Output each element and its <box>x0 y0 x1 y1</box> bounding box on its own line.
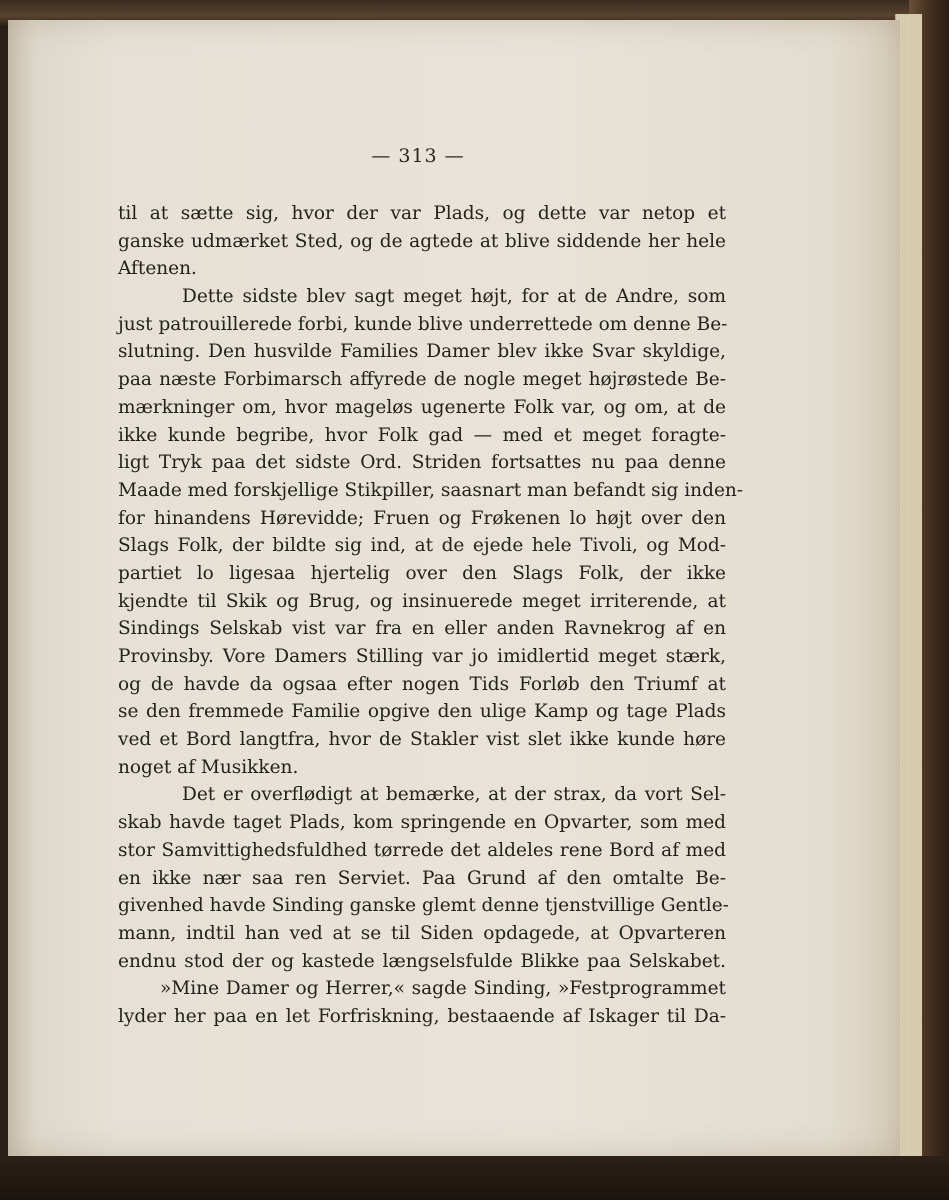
text-line: og de havde da ogsaa efter nogen Tids Forløb den Triumf at <box>118 673 726 695</box>
text-line: kjendte til Skik og Brug, og insinuerede meget irriterende, at <box>118 590 726 612</box>
text-line: se den fremmede Familie opgive den ulige Kamp og tage Plads <box>118 701 726 723</box>
text-line: en ikke nær saa ren Serviet. Paa Grund af den omtalte Be- <box>118 867 726 889</box>
text-line: givenhed havde Sinding ganske glemt denne tjenstvillige Gentle- <box>118 895 729 917</box>
text-line: noget af Musikken. <box>118 756 299 778</box>
text-line: lyder her paa en let Forfriskning, bestaaende af Iskager til Da- <box>118 1005 726 1027</box>
text-line: Det er overflødigt at bemærke, at der strax, da vort Sel- <box>182 784 726 806</box>
text-line: »Mine Damer og Herrer,« sagde Sinding, »Festprogrammet <box>160 978 726 1000</box>
text-line: Sindings Selskab vist var fra en eller anden Ravnekrog af en <box>118 618 726 640</box>
text-line: Dette sidste blev sagt meget højt, for at de Andre, som <box>182 286 726 308</box>
text-line: paa næste Forbimarsch affyrede de nogle meget højrøstede Be- <box>118 369 726 391</box>
text-line: ligt Tryk paa det sidste Ord. Striden fortsattes nu paa denne <box>118 452 726 474</box>
text-line: til at sætte sig, hvor der var Plads, og dette var netop et <box>118 203 726 224</box>
text-line: ikke kunde begribe, hvor Folk gad — med et meget foragte- <box>118 424 726 446</box>
text-line: Maade med forskjellige Stikpiller, saasnart man befandt sig inden- <box>118 479 744 501</box>
text-line: skab havde taget Plads, kom springende en Opvarter, som med <box>118 812 726 834</box>
text-line: mærkninger om, hvor mageløs ugenerte Folk var, og om, at de <box>118 396 726 418</box>
text-line: stor Samvittighedsfuldhed tørrede det aldeles rene Bord af med <box>118 839 726 861</box>
book-page <box>8 20 900 1156</box>
text-line: just patrouillerede forbi, kunde blive underrettede om denne Be- <box>118 313 728 335</box>
text-line: for hinandens Hørevidde; Fruen og Frøkenen lo højt over den <box>118 507 726 529</box>
text-line: partiet lo ligesaa hjertelig over den Slags Folk, der ikke <box>118 562 726 584</box>
text-line: ganske udmærket Sted, og de agtede at blive siddende her hele <box>118 230 726 252</box>
text-line: Slags Folk, der bildte sig ind, at de ejede hele Tivoli, og Mod- <box>118 535 726 557</box>
book-cover-bottom <box>0 1156 949 1200</box>
text-line: Provinsby. Vore Damers Stilling var jo imidlertid meget stærk, <box>118 646 726 667</box>
text-line: endnu stod der og kastede længselsfulde Blikke paa Selskabet. <box>118 950 726 972</box>
text-line: Aftenen. <box>118 258 197 280</box>
text-line: mann, indtil han ved at se til Siden opdagede, at Opvarteren <box>118 922 726 944</box>
page-number: — 313 — <box>371 145 465 167</box>
text-line: ved et Bord langtfra, hvor de Stakler vist slet ikke kunde høre <box>118 729 726 751</box>
body-text <box>118 200 744 1031</box>
text-line: slutning. Den husvilde Families Damer blev ikke Svar skyldige, <box>118 341 726 363</box>
